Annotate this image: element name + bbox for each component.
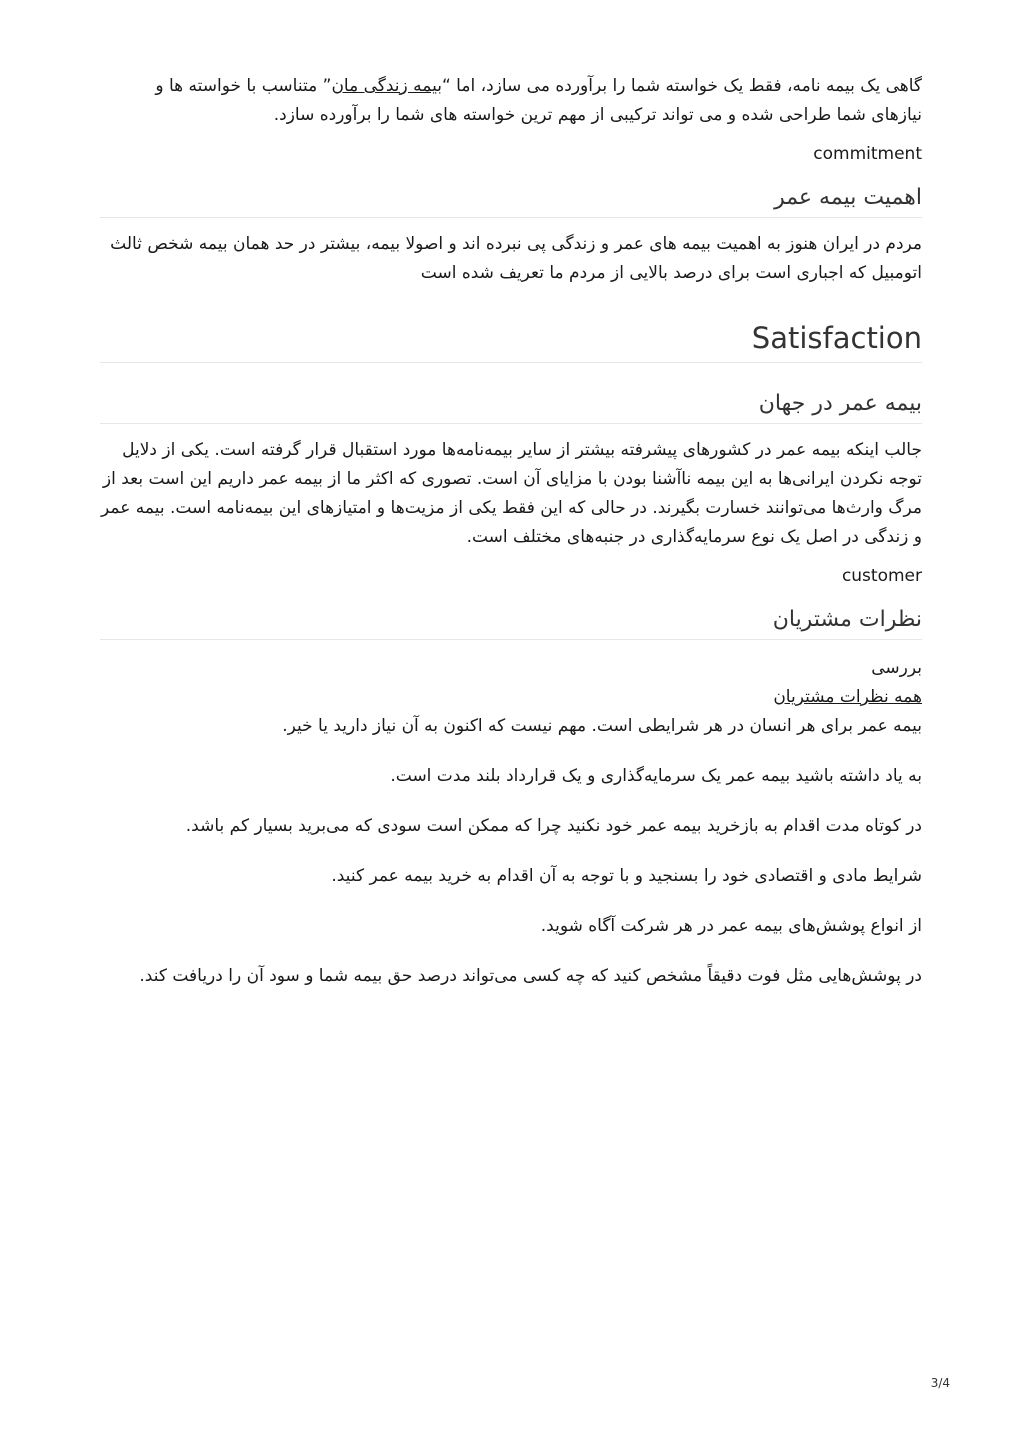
importance-paragraph: مردم در ایران هنوز به اهمیت بیمه های عمر و زندگی پی نبرده اند و اصولا بیمه، بیشتر در حد همان بیمه شخص ثالث اتومبیل که اجباری است برای درصد بالایی از مردم ما تعریف شده است [110,234,922,283]
tip-paragraph: از انواع پوشش‌های بیمه عمر در هر شرکت آگاه شوید. [540,916,922,936]
world-paragraph: جالب اینکه بیمه عمر در کشورهای پیشرفته بیشتر از سایر بیمه‌نامه‌ها مورد استقبال قرار گرفته است. یکی از دلایل توجه نکردن ایرانی‌ها به این بیمه ناآشنا بودن با مزایای آن است. تصوری که اکثر ما از بیمه عمر داریم این است بعد از مرگ وارث‌ها می‌توانند خسارت بگیرند. در حالی که این فقط یکی از مزیت‌ها و امتیازهای این بیمه‌نامه است. بیمه عمر و زندگی در اصل یک نوع سرمایه‌گذاری در جنبه‌های مختلف است. [101,440,922,547]
tag-customer: customer [841,566,922,586]
reviews-block [100,654,922,991]
heading-world: بیمه عمر در جهان [100,389,922,424]
page-number: 3/4 [930,1376,950,1390]
intro-text-before: گاهی یک بیمه نامه، فقط یک خواسته شما را برآورده می سازد، اما “ [441,76,922,96]
tip-paragraph: به یاد داشته باشید بیمه عمر یک سرمایه‌گذاری و یک قرارداد بلند مدت است. [390,766,922,786]
all-reviews-link[interactable]: همه نظرات مشتریان [773,687,922,707]
document-page [100,72,922,1012]
tag-commitment: commitment [813,144,922,164]
heading-reviews: نظرات مشتریان [100,605,922,640]
intro-text-after: ” متناسب با خواسته ها و نیازهای شما طراحی شده و می تواند ترکیبی از مهم ترین خواسته های شما را برآورده سازد. [155,76,922,125]
heading-satisfaction: Satisfaction [100,318,922,363]
tip-paragraph: در پوشش‌هایی مثل فوت دقیقاً مشخص کنید که چه کسی می‌تواند درصد حق بیمه شما و سود آن را دریافت کند. [139,966,922,986]
tip-paragraph: شرایط مادی و اقتصادی خود را بسنجید و با توجه به آن اقدام به خرید بیمه عمر کنید. [331,866,922,886]
tip-paragraph: بیمه عمر برای هر انسان در هر شرایطی است. مهم نیست که اکنون به آن نیاز دارید یا خیر. [282,716,922,736]
life-insurance-link[interactable]: بیمه زندگی مان [331,76,442,96]
heading-importance: اهمیت بیمه عمر [100,183,922,218]
review-label: بررسی [871,658,922,678]
tip-paragraph: در کوتاه مدت اقدام به بازخرید بیمه عمر خود نکنید چرا که ممکن است سودی که می‌برید بسیار کم باشد. [185,816,922,836]
intro-paragraph [100,72,922,130]
